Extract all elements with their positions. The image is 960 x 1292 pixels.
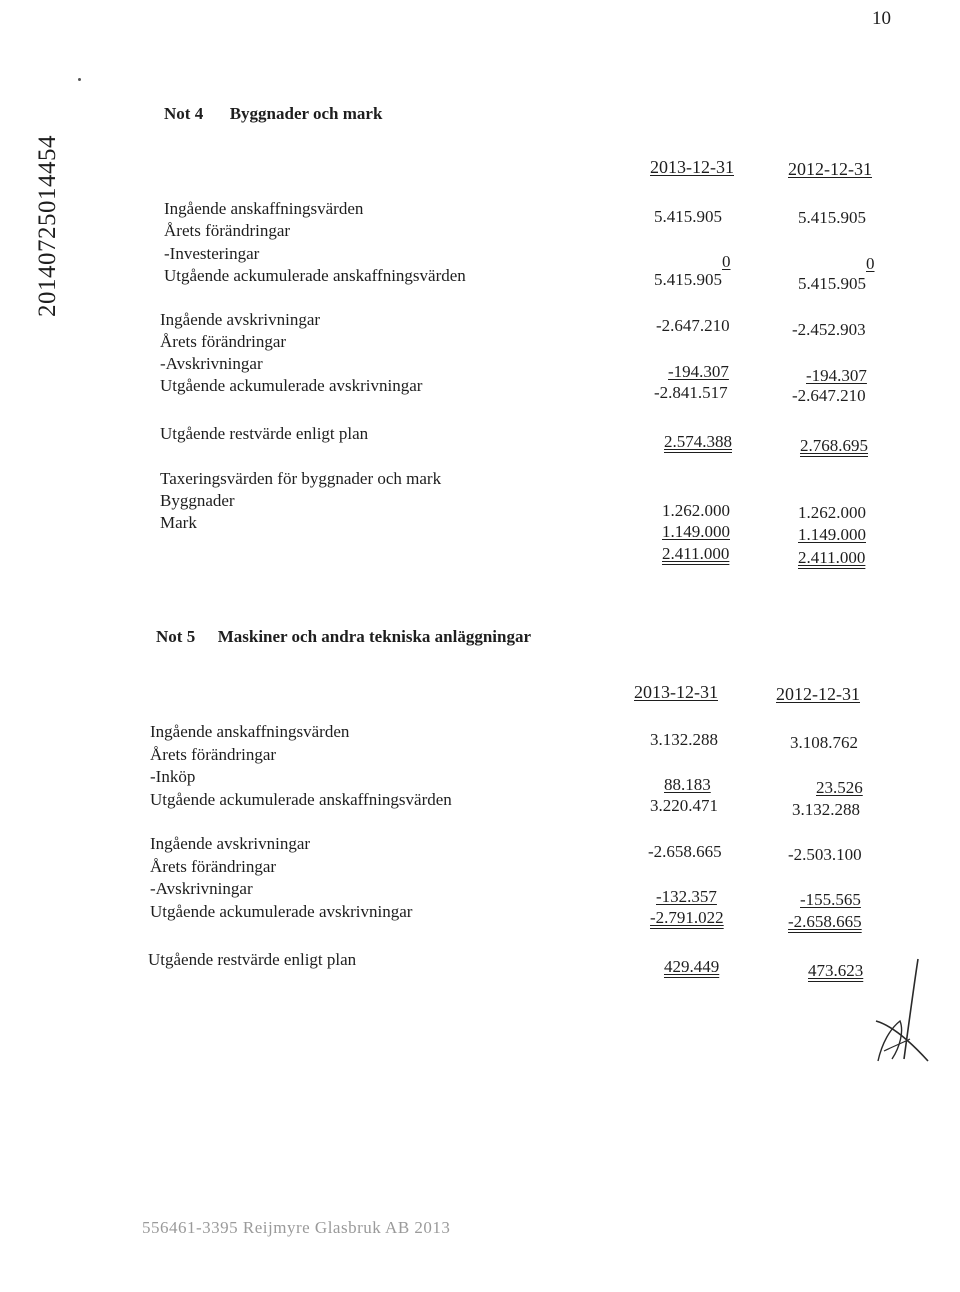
note-4-v1-ing-ansk: 5.415.905 <box>654 207 722 226</box>
note-4-v1-ing-avskr: -2.647.210 <box>656 316 730 335</box>
note-4-col-2013: 2013-12-31 <box>650 157 734 177</box>
note-5-label-avskr: -Avskrivningar <box>150 879 253 898</box>
note-4-v1-invest: 0 <box>722 252 731 271</box>
note-5-v1-inkop: 88.183 <box>664 775 711 794</box>
note-5-v1-restvarde: 429.449 <box>664 957 720 976</box>
note-4-label-avskr: -Avskrivningar <box>160 354 263 373</box>
note-4-v2-byggnader: 1.262.000 <box>798 503 866 522</box>
note-4-label-arets-1: Årets förändringar <box>164 221 291 240</box>
note-4-label-mark: Mark <box>160 513 197 532</box>
handwritten-initials-signature <box>870 955 930 1065</box>
note-5-label-arets-2: Årets förändringar <box>150 857 277 876</box>
note-4-v1-byggnader: 1.262.000 <box>662 501 730 520</box>
note-5-v2-restvarde: 473.623 <box>808 961 864 980</box>
note-4-v1-tax-total: 2.411.000 <box>662 544 730 563</box>
note-4-label-utg-avskr: Utgående ackumulerade avskrivningar <box>160 376 423 395</box>
note-4-col-2012: 2012-12-31 <box>788 159 872 179</box>
note-4-v2-ing-ansk: 5.415.905 <box>798 208 866 227</box>
note-4-number: Not 4 <box>164 104 204 123</box>
note-5-v2-utg-ansk: 3.132.288 <box>792 800 860 819</box>
note-5-title: Maskiner och andra tekniska anläggningar <box>217 627 531 646</box>
note-5-v1-ing-avskr: -2.658.665 <box>648 842 722 861</box>
note-5-v2-inkop: 23.526 <box>816 778 863 797</box>
note-4-v2-tax-total: 2.411.000 <box>798 548 866 567</box>
note-4-label-tax-head: Taxeringsvärden för byggnader och mark <box>160 469 442 488</box>
note-5-label-ing-ansk: Ingående anskaffningsvärden <box>150 722 350 741</box>
note-4-heading <box>164 104 382 124</box>
note-5-label-restvarde: Utgående restvärde enligt plan <box>148 950 357 969</box>
note-4-v2-invest: 0 <box>866 254 875 273</box>
note-5-v2-ing-avskr: -2.503.100 <box>788 845 862 864</box>
note-4-label-restvarde: Utgående restvärde enligt plan <box>160 424 369 443</box>
note-5-v2-ing-ansk: 3.108.762 <box>790 733 858 752</box>
scan-speck <box>78 78 81 81</box>
note-5-label-inkop: -Inköp <box>150 767 196 786</box>
note-5-label-utg-avskr: Utgående ackumulerade avskrivningar <box>150 902 413 921</box>
note-5-v2-utg-avskr: -2.658.665 <box>788 912 862 931</box>
page-number: 10 <box>872 8 891 29</box>
note-4-v1-restvarde: 2.574.388 <box>664 432 732 451</box>
note-4-title: Byggnader och mark <box>229 104 383 123</box>
note-4-v1-utg-ansk: 5.415.905 <box>654 270 722 289</box>
note-4-v2-mark: 1.149.000 <box>798 525 866 544</box>
note-4-v2-restvarde: 2.768.695 <box>800 436 868 455</box>
note-5-v1-avskr: -132.357 <box>656 887 717 906</box>
note-5-heading <box>156 627 531 647</box>
note-4-v1-utg-avskr: -2.841.517 <box>654 383 728 402</box>
note-4-label-ing-avskr: Ingående avskrivningar <box>160 310 321 329</box>
note-4-v2-avskr: -194.307 <box>806 366 867 385</box>
note-5-v2-avskr: -155.565 <box>800 890 861 909</box>
note-5-number: Not 5 <box>156 627 196 646</box>
note-4-v2-utg-ansk: 5.415.905 <box>798 274 866 293</box>
note-4-v1-mark: 1.149.000 <box>662 522 730 541</box>
note-5-label-utg-ansk: Utgående ackumulerade anskaffningsvärden <box>150 790 452 809</box>
note-5-col-2013: 2013-12-31 <box>634 682 718 702</box>
archive-code: 20140725014454 <box>34 135 61 317</box>
note-5-label-arets-1: Årets förändringar <box>150 745 277 764</box>
note-5-v1-ing-ansk: 3.132.288 <box>650 730 718 749</box>
note-4-label-invest: -Investeringar <box>164 244 260 263</box>
note-4-v2-ing-avskr: -2.452.903 <box>792 320 866 339</box>
company-footer: 556461-3395 Reijmyre Glasbruk AB 2013 <box>142 1218 451 1237</box>
note-4-v1-avskr: -194.307 <box>668 362 729 381</box>
note-4-label-byggnader: Byggnader <box>160 491 235 510</box>
note-5-v1-utg-ansk: 3.220.471 <box>650 796 718 815</box>
note-5-col-2012: 2012-12-31 <box>776 684 860 704</box>
note-4-v2-utg-avskr: -2.647.210 <box>792 386 866 405</box>
note-4-label-ing-ansk: Ingående anskaffningsvärden <box>164 199 364 218</box>
note-5-label-ing-avskr: Ingående avskrivningar <box>150 834 311 853</box>
note-4-label-utg-ansk: Utgående ackumulerade anskaffningsvärden <box>164 266 466 285</box>
note-4-label-arets-2: Årets förändringar <box>160 332 287 351</box>
note-5-v1-utg-avskr: -2.791.022 <box>650 908 724 927</box>
